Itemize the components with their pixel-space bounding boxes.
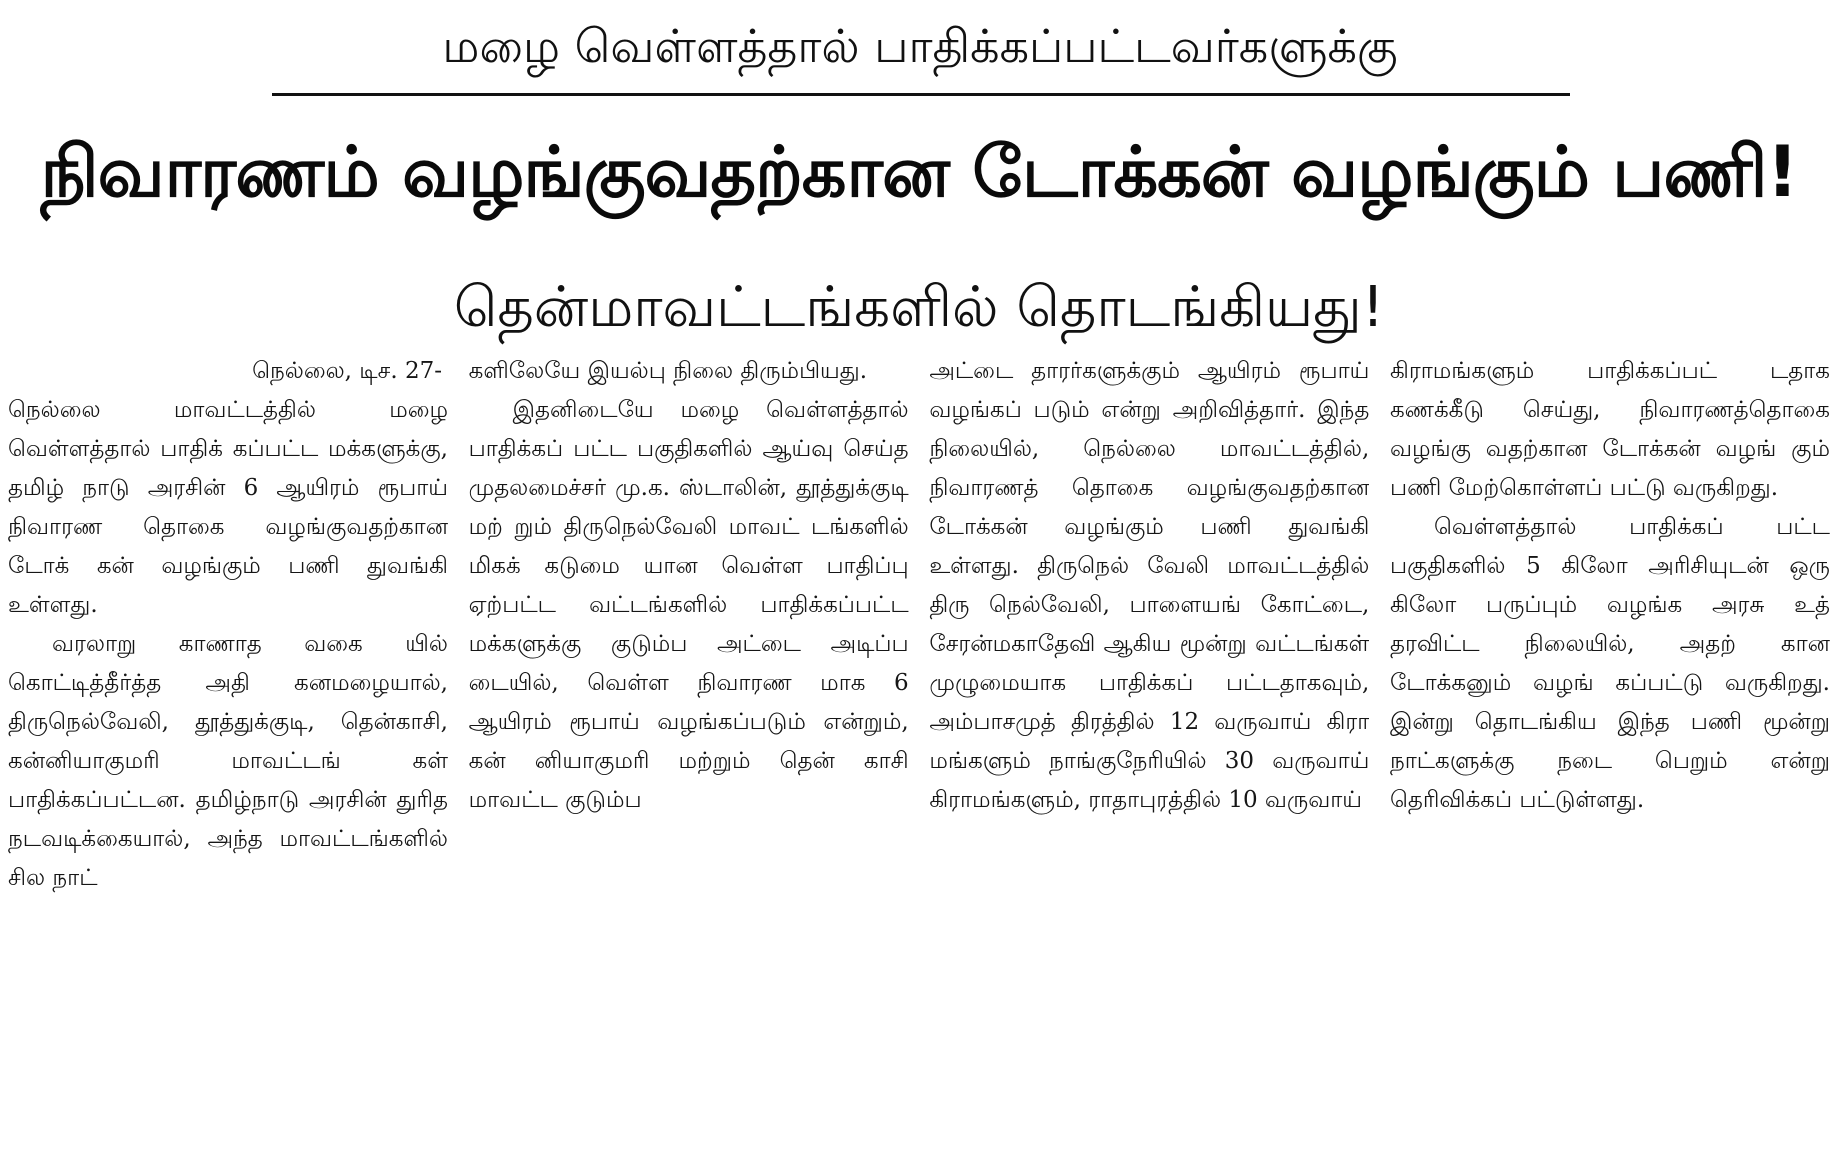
paragraph: களிலேயே இயல்பு நிலை திரும்பியது. [468, 358, 868, 384]
sub-headline: தென்மாவட்டங்களில் தொடங்கியது! [453, 275, 1385, 340]
paragraph: கிராமங்களும் பாதிக்கப்பட் டதாக கணக்கீடு செய்து, நிவாரணத்தொகை வழங்கு வதற்கான டோக்கன் வழங் கும் பணி மேற்கொள்ளப் பட்டு வருகிறது. [1389, 358, 1830, 501]
article-column-1 [8, 352, 448, 1148]
article-column-3 [929, 352, 1369, 1148]
dateline: நெல்லை, டிச. 27- [252, 358, 442, 384]
kicker-headline: மழை வெள்ளத்தால் பாதிக்கப்பட்டவர்களுக்கு [442, 19, 1398, 73]
article-body [8, 352, 1830, 1148]
paragraph: அட்டை தாரர்களுக்கும் ஆயிரம் ரூபாய் வழங்கப் படும் என்று அறிவித்தார். இந்த நிலையில், நெல்லை மாவட்டத்தில், நிவாரணத் தொகை வழங்குவதற்கான டோக்கன் வழங்கும் பணி துவங்கி உள்ளது. திருநெல் வேலி மாவட்டத்தில் திரு நெல்வேலி, பாளையங் கோட்டை, சேரன்மகாதேவி ஆகிய மூன்று வட்டங்கள் முழுமையாக பாதிக்கப் பட்டதாகவும், அம்பாசமுத் திரத்தில் 12 வருவாய் கிரா மங்களும் நாங்குநேரியில் 30 வருவாய் கிராமங்களும், ராதாபுரத்தில் 10 வருவாய் [929, 358, 1370, 813]
article-column-4 [1390, 352, 1830, 1148]
paragraph: வெள்ளத்தால் பாதிக்கப் பட்ட பகுதிகளில் 5 கிலோ அரிசியுடன் ஒரு கிலோ பருப்பும் வழங்க அரசு உத் தரவிட்ட நிலையில், அதற் கான டோக்கனும் வழங் கப்பட்டு வருகிறது. இன்று தொடங்கிய இந்த பணி மூன்று நாட்களுக்கு நடை பெறும் என்று தெரிவிக்கப் பட்டுள்ளது. [1389, 514, 1830, 813]
kicker-underline [272, 93, 1570, 96]
paragraph: இதனிடையே மழை வெள்ளத்தால் பாதிக்கப் பட்ட பகுதிகளில் ஆய்வு செய்த முதலமைச்சர் மு.க. ஸ்டாலின், தூத்துக்குடி மற் றும் திருநெல்வேலி மாவட் டங்களில் மிகக் கடுமை யான வெள்ள பாதிப்பு ஏற்பட்ட வட்டங்களில் பாதிக்கப்பட்ட மக்களுக்கு குடும்ப அட்டை அடிப்ப டையில், வெள்ள நிவாரண மாக 6 ஆயிரம் ரூபாய் வழங்கப்படும் என்றும், கன் னியாகுமரி மற்றும் தென் காசி மாவட்ட குடும்ப [468, 397, 909, 813]
paragraph: நெல்லை மாவட்டத்தில் மழை வெள்ளத்தால் பாதிக் கப்பட்ட மக்களுக்கு, தமிழ் நாடு அரசின் 6 ஆயிரம் ரூபாய் நிவாரண தொகை வழங்குவதற்கான டோக் கன் வழங்கும் பணி துவங்கி உள்ளது. [8, 397, 448, 618]
article-column-2 [469, 352, 909, 1148]
paragraph: வரலாறு காணாத வகை யில் கொட்டித்தீர்த்த அதி கனமழையால், திருநெல்வேலி, தூத்துக்குடி, தென்காசி, கன்னியாகுமரி மாவட்டங் கள் பாதிக்கப்பட்டன. தமிழ்நாடு அரசின் துரித நடவடிக்கையால், அந்த மாவட்டங்களில் சில நாட் [8, 631, 448, 891]
main-headline: நிவாரணம் வழங்குவதற்கான டோக்கன் வழங்கும் பணி! [40, 131, 1798, 213]
